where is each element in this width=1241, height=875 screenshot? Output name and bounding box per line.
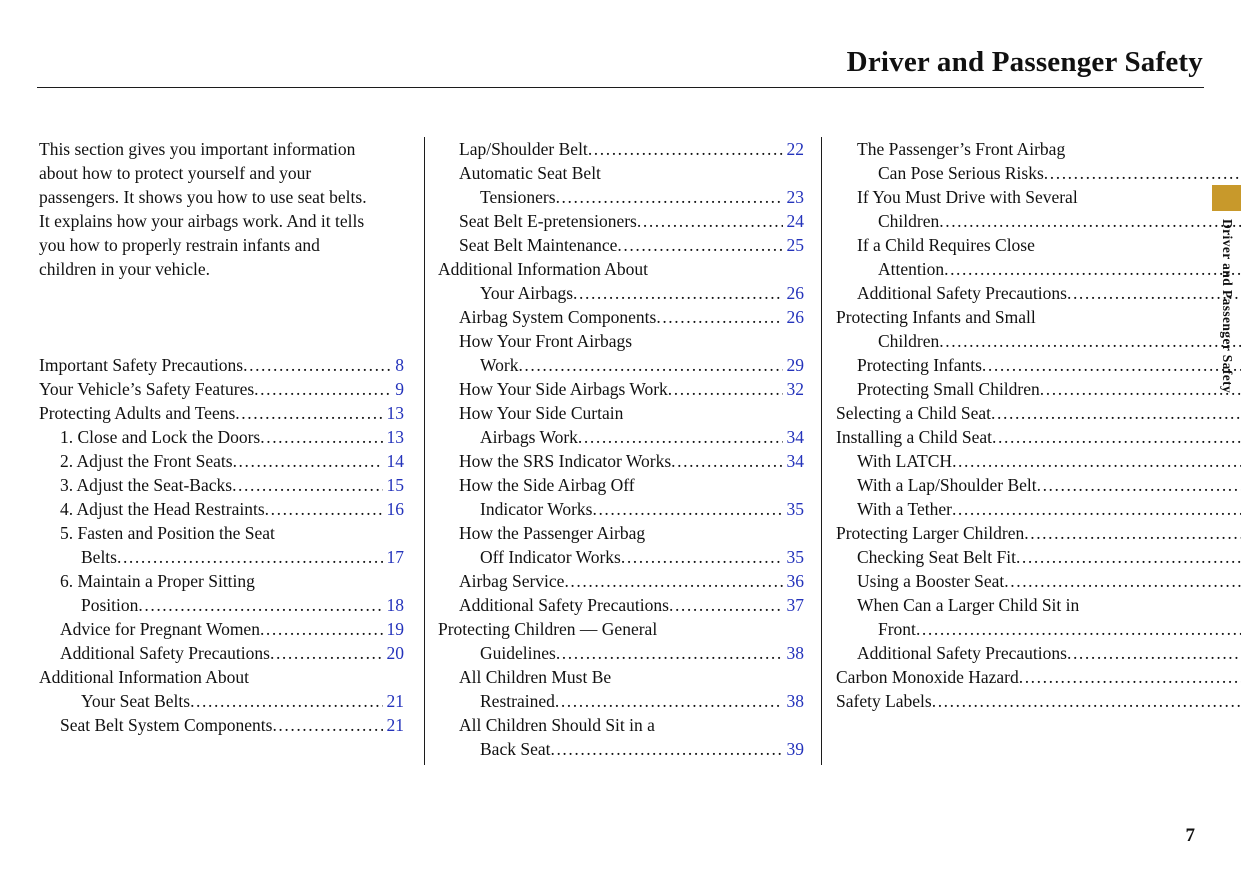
toc-entry	[836, 281, 1241, 305]
toc-entry-label: Children	[878, 211, 940, 231]
toc-leader-dots	[1067, 641, 1241, 665]
toc-entry-label: With a Tether	[857, 499, 952, 519]
toc-entry	[438, 689, 804, 713]
toc-page-number: 24	[786, 211, 804, 231]
toc-entry-label: If You Must Drive with Several	[857, 187, 1078, 207]
toc-entry	[39, 617, 404, 641]
toc-entry	[438, 569, 804, 593]
toc-entry-label: Using a Booster Seat	[857, 571, 1005, 591]
toc-entry-label: Protecting Adults and Teens	[39, 403, 236, 423]
toc-leader-dots	[556, 641, 783, 665]
toc-leader-dots	[233, 449, 383, 473]
section-tab-label: Driver and Passenger Safety	[1220, 219, 1235, 394]
toc-entry	[438, 377, 804, 401]
toc-entry-label: Airbags Work	[480, 427, 578, 447]
toc-entry-label: 5. Fasten and Position the Seat	[60, 523, 275, 543]
toc-entry	[836, 185, 1241, 209]
toc-entry	[836, 449, 1241, 473]
toc-entry-label: How the Passenger Airbag	[459, 523, 646, 543]
toc-entry-label: Advice for Pregnant Women	[60, 619, 260, 639]
toc-entry-label: Your Seat Belts	[81, 691, 191, 711]
toc-entry	[39, 569, 404, 593]
section-tab-marker	[1212, 185, 1241, 211]
toc-page-number: 22	[786, 139, 804, 159]
toc-entry-label: Seat Belt Maintenance	[459, 235, 618, 255]
toc-entry	[836, 641, 1241, 665]
toc-leader-dots	[1044, 161, 1241, 185]
toc-leader-dots	[518, 353, 782, 377]
toc-entry-label: Front	[878, 619, 916, 639]
toc-entry-label: With LATCH	[857, 451, 953, 471]
toc-entry-label: Belts	[81, 547, 117, 567]
toc-list-2	[438, 137, 804, 761]
toc-entry	[836, 257, 1241, 281]
toc-entry-label: Restrained	[480, 691, 555, 711]
toc-entry	[39, 665, 404, 689]
toc-leader-dots	[578, 425, 783, 449]
toc-entry-label: Position	[81, 595, 139, 615]
toc-entry	[836, 329, 1241, 353]
toc-entry	[438, 281, 804, 305]
toc-leader-dots	[588, 137, 783, 161]
toc-entry	[836, 401, 1241, 425]
toc-entry	[836, 593, 1241, 617]
toc-entry	[39, 689, 404, 713]
toc-entry	[438, 521, 804, 545]
toc-entry-label: Installing a Child Seat	[836, 427, 993, 447]
toc-entry-label: If a Child Requires Close	[857, 235, 1035, 255]
toc-entry	[438, 473, 804, 497]
toc-entry-label: With a Lap/Shoulder Belt	[857, 475, 1037, 495]
toc-entry-label: Tensioners	[480, 187, 556, 207]
toc-page-number: 14	[386, 451, 404, 471]
toc-entry	[438, 401, 804, 425]
toc-entry-label: Your Vehicle’s Safety Features	[39, 379, 255, 399]
toc-page-number: 13	[386, 403, 404, 423]
header-rule	[37, 87, 1204, 88]
toc-entry-label: How the Side Airbag Off	[459, 475, 635, 495]
toc-leader-dots	[235, 401, 382, 425]
toc-entry-label: The Passenger’s Front Airbag	[857, 139, 1066, 159]
toc-entry-label: Children	[878, 331, 940, 351]
toc-page-number: 8	[395, 355, 404, 375]
toc-entry	[836, 617, 1241, 641]
toc-entry-label: Checking Seat Belt Fit	[857, 547, 1016, 567]
toc-entry	[438, 137, 804, 161]
toc-entry-label: 1. Close and Lock the Doors	[60, 427, 261, 447]
toc-entry-label: 4. Adjust the Head Restraints	[60, 499, 265, 519]
toc-entry	[438, 305, 804, 329]
toc-entry	[39, 713, 404, 737]
toc-entry-label: Additional Information About	[438, 259, 648, 279]
page-header	[0, 0, 1241, 79]
toc-entry-label: Carbon Monoxide Hazard	[836, 667, 1019, 687]
toc-page-number: 15	[386, 475, 404, 495]
toc-page-number: 38	[786, 643, 804, 663]
toc-page-number: 34	[786, 427, 804, 447]
toc-entry	[39, 473, 404, 497]
toc-entry-label: All Children Must Be	[459, 667, 612, 687]
toc-entry	[438, 737, 804, 761]
toc-entry-label: Indicator Works	[480, 499, 593, 519]
toc-leader-dots	[254, 377, 391, 401]
toc-leader-dots	[243, 353, 391, 377]
toc-entry	[836, 521, 1241, 545]
toc-entry-label: Seat Belt System Components	[60, 715, 273, 735]
toc-list-1	[39, 353, 404, 737]
toc-entry-label: Seat Belt E-pretensioners	[459, 211, 637, 231]
toc-entry	[836, 377, 1241, 401]
toc-page-number: 19	[386, 619, 404, 639]
toc-entry	[438, 593, 804, 617]
toc-leader-dots	[117, 545, 383, 569]
toc-entry	[438, 617, 804, 641]
toc-entry	[438, 449, 804, 473]
toc-page-number: 13	[386, 427, 404, 447]
toc-entry-label: Can Pose Serious Risks	[878, 163, 1044, 183]
toc-leader-dots	[555, 689, 783, 713]
toc-column-1	[39, 137, 425, 765]
toc-page-number: 21	[386, 691, 404, 711]
toc-leader-dots	[190, 689, 382, 713]
toc-entry-label: Selecting a Child Seat	[836, 403, 992, 423]
toc-entry	[438, 161, 804, 185]
toc-entry-label: Additional Safety Precautions	[60, 643, 270, 663]
toc-entry-label: 6. Maintain a Proper Sitting	[60, 571, 255, 591]
toc-entry	[836, 209, 1241, 233]
toc-page-number: 35	[786, 547, 804, 567]
toc-entry	[438, 665, 804, 689]
toc-entry	[438, 329, 804, 353]
toc-entry	[836, 545, 1241, 569]
toc-entry	[836, 233, 1241, 257]
toc-entry	[39, 401, 404, 425]
toc-entry	[438, 425, 804, 449]
toc-page-number: 17	[386, 547, 404, 567]
toc-leader-dots	[592, 497, 782, 521]
toc-entry-label: Protecting Children — General	[438, 619, 658, 639]
toc-entry	[438, 545, 804, 569]
toc-entry	[836, 497, 1241, 521]
toc-entry-label: 2. Adjust the Front Seats	[60, 451, 233, 471]
toc-entry-label: Safety Labels	[836, 691, 932, 711]
toc-page-number: 26	[786, 307, 804, 327]
toc-page-number: 39	[786, 739, 804, 759]
toc-entry-label: Guidelines	[480, 643, 556, 663]
toc-leader-dots	[573, 281, 782, 305]
toc-entry	[39, 425, 404, 449]
toc-entry-label: Important Safety Precautions	[39, 355, 244, 375]
toc-leader-dots	[1004, 569, 1241, 593]
toc-page-number: 9	[395, 379, 404, 399]
toc-columns	[39, 137, 1203, 765]
toc-leader-dots	[260, 617, 383, 641]
intro-paragraph: This section gives you important information about how to protect yourself and your passengers. It shows you how to use seat belts. It explains how your airbags work. And it tells you how to properly restrain infants and children in your vehicle.	[39, 139, 367, 279]
toc-leader-dots	[138, 593, 382, 617]
toc-entry	[39, 521, 404, 545]
toc-entry	[438, 233, 804, 257]
toc-leader-dots	[564, 569, 782, 593]
toc-leader-dots	[621, 545, 783, 569]
toc-page-number: 21	[386, 715, 404, 735]
toc-page-number: 34	[786, 451, 804, 471]
toc-leader-dots	[952, 497, 1241, 521]
toc-leader-dots	[637, 209, 783, 233]
toc-page-number: 26	[786, 283, 804, 303]
toc-entry	[836, 305, 1241, 329]
toc-entry-label: Protecting Small Children	[857, 379, 1040, 399]
toc-entry-label: Off Indicator Works	[480, 547, 621, 567]
toc-leader-dots	[656, 305, 782, 329]
toc-leader-dots	[270, 641, 383, 665]
toc-entry	[39, 641, 404, 665]
toc-entry	[438, 185, 804, 209]
toc-entry-label: Protecting Infants and Small	[836, 307, 1036, 327]
toc-page-number: 29	[786, 355, 804, 375]
toc-page-number: 18	[386, 595, 404, 615]
toc-entry	[836, 425, 1241, 449]
toc-entry-label: When Can a Larger Child Sit in	[857, 595, 1080, 615]
toc-column-3	[822, 137, 1241, 765]
toc-leader-dots	[669, 593, 783, 617]
toc-entry	[836, 665, 1241, 689]
toc-leader-dots	[991, 401, 1241, 425]
toc-entry	[438, 209, 804, 233]
toc-leader-dots	[1024, 521, 1241, 545]
toc-leader-dots	[932, 689, 1241, 713]
toc-entry-label: All Children Should Sit in a	[459, 715, 655, 735]
toc-entry	[39, 545, 404, 569]
toc-entry	[438, 257, 804, 281]
toc-entry-label: Your Airbags	[480, 283, 574, 303]
toc-entry	[836, 569, 1241, 593]
toc-page-number: 36	[786, 571, 804, 591]
toc-page-number: 37	[786, 595, 804, 615]
toc-entry-label: Airbag System Components	[459, 307, 657, 327]
toc-leader-dots	[982, 353, 1241, 377]
toc-entry-label: How the SRS Indicator Works	[459, 451, 672, 471]
toc-entry	[39, 377, 404, 401]
toc-leader-dots	[952, 449, 1241, 473]
toc-entry-label: Additional Safety Precautions	[857, 643, 1067, 663]
toc-entry-label: How Your Front Airbags	[459, 331, 633, 351]
toc-entry	[836, 161, 1241, 185]
toc-entry-label: Lap/Shoulder Belt	[459, 139, 588, 159]
toc-entry	[438, 353, 804, 377]
toc-entry	[836, 473, 1241, 497]
toc-entry	[438, 641, 804, 665]
toc-list-3	[836, 137, 1241, 713]
toc-entry	[438, 713, 804, 737]
toc-entry-label: Additional Safety Precautions	[459, 595, 669, 615]
toc-entry-label: 3. Adjust the Seat-Backs	[60, 475, 233, 495]
toc-page-number: 35	[786, 499, 804, 519]
toc-leader-dots	[668, 377, 783, 401]
toc-entry-label: How Your Side Curtain	[459, 403, 624, 423]
toc-leader-dots	[265, 497, 383, 521]
toc-entry	[836, 137, 1241, 161]
toc-leader-dots	[939, 329, 1241, 353]
toc-page-number: 32	[786, 379, 804, 399]
toc-entry	[836, 353, 1241, 377]
toc-entry-label: Attention	[878, 259, 945, 279]
toc-entry	[438, 497, 804, 521]
toc-page-number: 20	[386, 643, 404, 663]
toc-leader-dots	[617, 233, 782, 257]
toc-leader-dots	[1037, 473, 1241, 497]
toc-leader-dots	[671, 449, 782, 473]
toc-leader-dots	[556, 185, 783, 209]
toc-leader-dots	[232, 473, 382, 497]
toc-entry-label: How Your Side Airbags Work	[459, 379, 668, 399]
toc-entry-label: Additional Safety Precautions	[857, 283, 1067, 303]
toc-entry-label: Protecting Larger Children	[836, 523, 1025, 543]
toc-leader-dots	[272, 713, 382, 737]
toc-page-number: 16	[386, 499, 404, 519]
page-title: Driver and Passenger Safety	[846, 46, 1203, 78]
toc-entry-label: Protecting Infants	[857, 355, 982, 375]
toc-leader-dots	[1067, 281, 1241, 305]
toc-entry-label: Automatic Seat Belt	[459, 163, 601, 183]
toc-leader-dots	[1019, 665, 1241, 689]
toc-leader-dots	[992, 425, 1241, 449]
toc-leader-dots	[939, 209, 1241, 233]
page-number: 7	[1185, 825, 1195, 846]
toc-column-2	[425, 137, 822, 765]
toc-entry-label: Back Seat	[480, 739, 551, 759]
toc-entry	[39, 593, 404, 617]
toc-leader-dots	[260, 425, 382, 449]
toc-page-number: 38	[786, 691, 804, 711]
toc-leader-dots	[944, 257, 1241, 281]
toc-leader-dots	[1016, 545, 1241, 569]
toc-entry	[39, 497, 404, 521]
toc-leader-dots	[916, 617, 1241, 641]
toc-page-number: 25	[786, 235, 804, 255]
toc-leader-dots	[550, 737, 782, 761]
toc-entry-label: Additional Information About	[39, 667, 249, 687]
toc-page-number: 23	[786, 187, 804, 207]
toc-entry	[39, 353, 404, 377]
toc-entry	[39, 449, 404, 473]
toc-leader-dots	[1040, 377, 1241, 401]
toc-entry-label: Airbag Service	[459, 571, 565, 591]
toc-entry	[836, 689, 1241, 713]
toc-entry-label: Work	[480, 355, 519, 375]
